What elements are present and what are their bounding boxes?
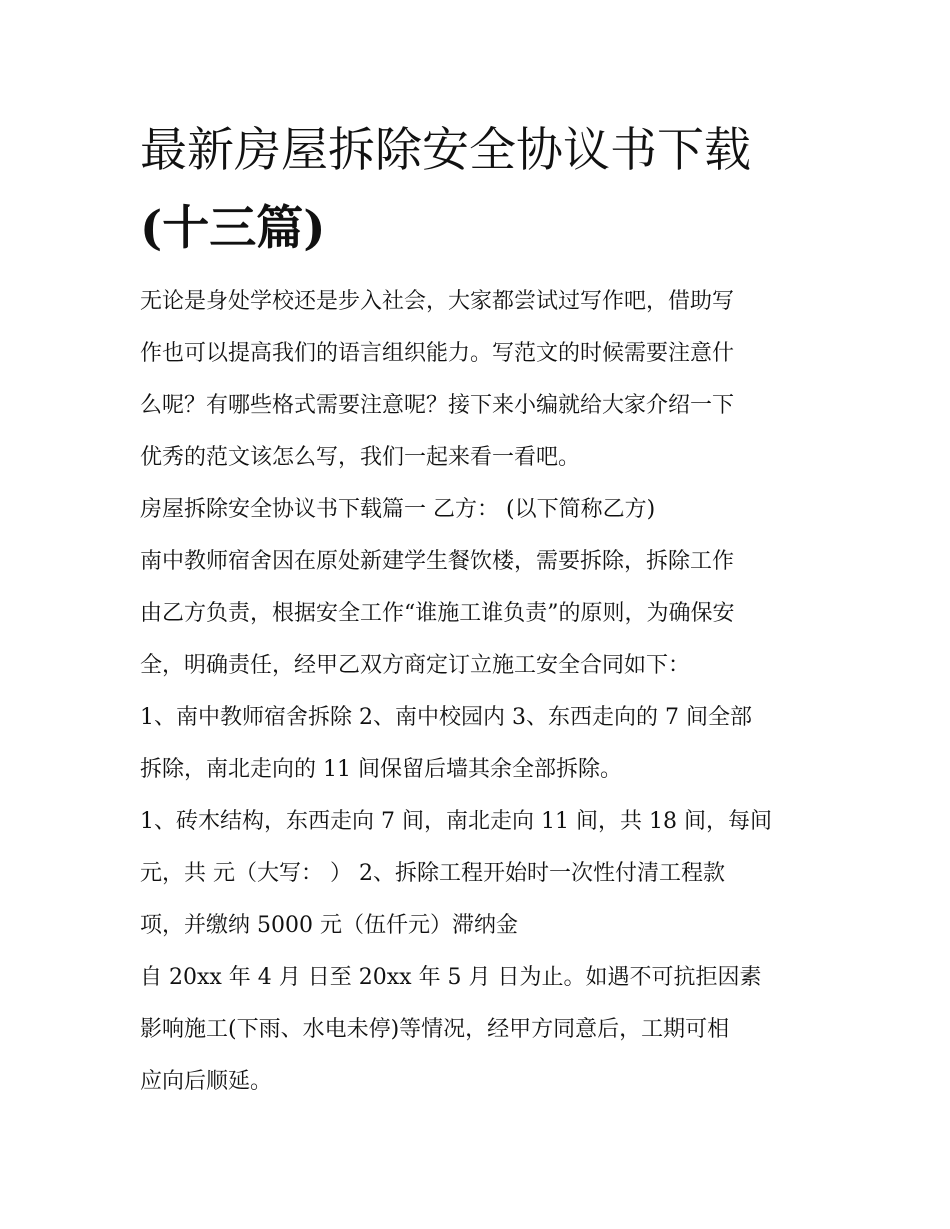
- paragraph-line: 1、砖木结构，东西走向 7 间，南北走向 11 间，共 18 间，每间: [140, 809, 772, 834]
- paragraph-line: 元，共 元（大写： ） 2、拆除工程开始时一次性付清工程款: [140, 861, 725, 886]
- document-title: [140, 112, 830, 268]
- title-line-2: (十三篇): [140, 201, 326, 256]
- paragraph-line: 1、南中教师宿舍拆除 2、南中校园内 3、东西走向的 7 间全部: [140, 705, 752, 730]
- paragraph-line: 全，明确责任，经甲乙双方商定订立施工安全合同如下：: [140, 653, 691, 678]
- paragraph-line: 作也可以提高我们的语言组织能力。写范文的时候需要注意什: [140, 341, 735, 366]
- paragraph-line: 由乙方负责，根据安全工作“谁施工谁负责”的原则，为确保安: [140, 601, 735, 626]
- paragraph-line: 自 20xx 年 4 月 日至 20xx 年 5 月 日为止。如遇不可抗拒因素: [140, 965, 762, 990]
- document-content: [140, 112, 830, 1108]
- paragraph-line: 影响施工(下雨、水电未停)等情况，经甲方同意后，工期可相: [140, 1017, 730, 1042]
- document-body: [140, 276, 830, 1108]
- paragraph-line: 项，并缴纳 5000 元（伍仟元）滞纳金: [140, 913, 518, 938]
- paragraph-line: 优秀的范文该怎么写，我们一起来看一看吧。: [140, 445, 581, 470]
- paragraph-line: 应向后顺延。: [140, 1069, 273, 1094]
- paragraph-line: 拆除，南北走向的 11 间保留后墙其余全部拆除。: [140, 757, 622, 782]
- title-line-1: 最新房屋拆除安全协议书下载: [140, 123, 751, 178]
- paragraph-line: 么呢？有哪些格式需要注意呢？接下来小编就给大家介绍一下: [140, 393, 735, 418]
- paragraph-line: 无论是身处学校还是步入社会，大家都尝试过写作吧，借助写: [140, 289, 735, 314]
- section-heading-line: 房屋拆除安全协议书下载篇一 乙方： (以下简称乙方): [140, 497, 656, 522]
- paragraph-line: 南中教师宿舍因在原处新建学生餐饮楼，需要拆除，拆除工作: [140, 549, 735, 574]
